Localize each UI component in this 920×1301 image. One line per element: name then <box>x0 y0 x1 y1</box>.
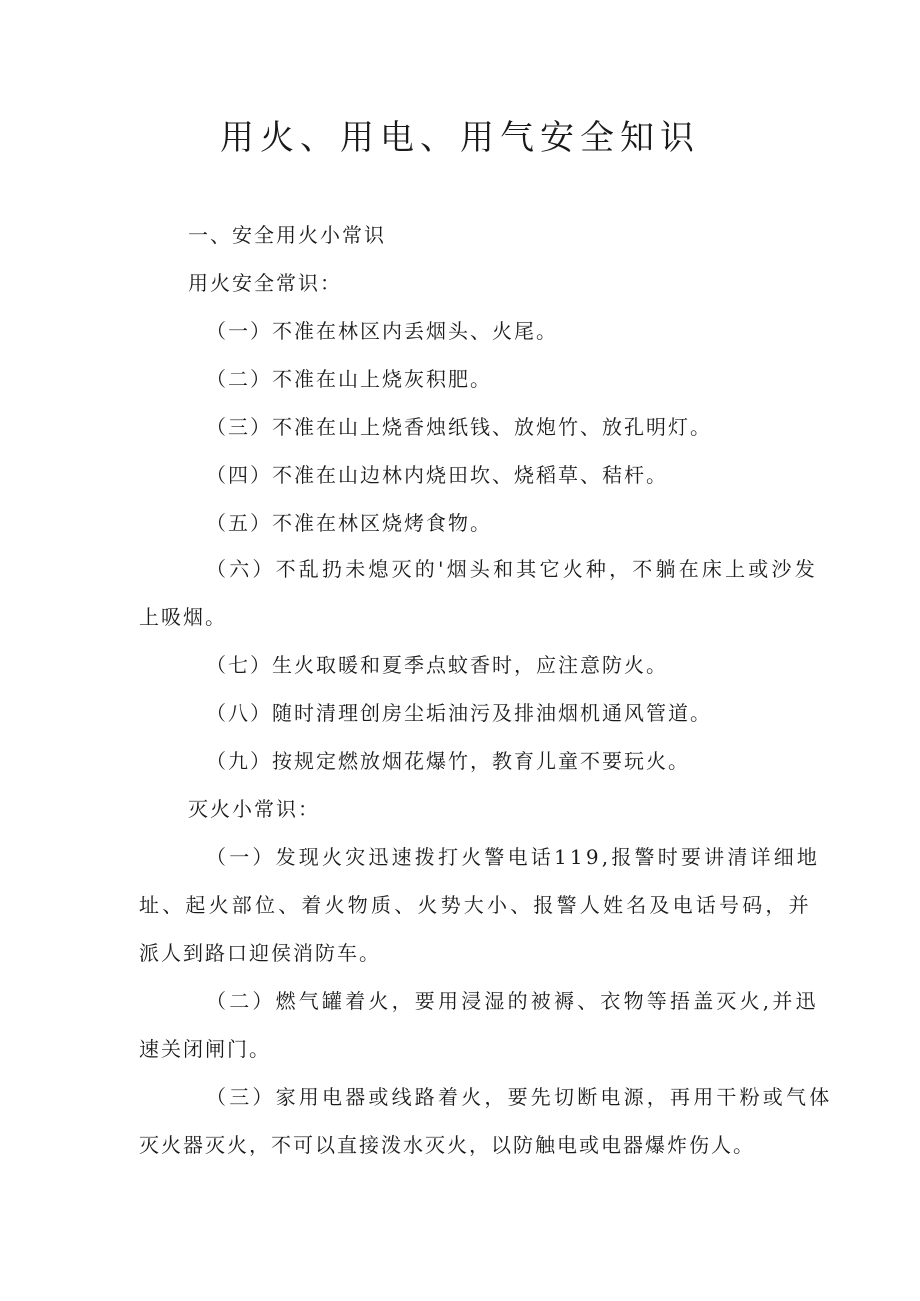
fire-safety-item-1: （一）不准在林区内丢烟头、火尾。 <box>206 319 558 343</box>
extinguish-item-2-line1: （二）燃气罐着火，要用浸湿的被褥、衣物等捂盖灭火,并迅 <box>206 989 819 1013</box>
section-heading-fire: 一、安全用火小常识 <box>188 223 386 247</box>
extinguish-item-2-line2: 速关闭闸门。 <box>139 1037 271 1061</box>
fire-safety-item-7: （七）生火取暖和夏季点蚊香时，应注意防火。 <box>206 653 668 677</box>
extinguish-item-3-line1: （三）家用电器或线路着火，要先切断电源，再用干粉或气体 <box>206 1085 833 1109</box>
document-title: 用火、用电、用气安全知识 <box>220 118 700 158</box>
fire-safety-item-6-line2: 上吸烟。 <box>139 605 227 629</box>
fire-safety-item-3: （三）不准在山上烧香烛纸钱、放炮竹、放孔明灯。 <box>206 415 712 439</box>
fire-safety-item-9: （九）按规定燃放烟花爆竹，教育儿童不要玩火。 <box>206 749 690 773</box>
fire-safety-item-8: （八）随时清理创房尘垢油污及排油烟机通风管道。 <box>206 701 712 725</box>
extinguish-heading: 灭火小常识： <box>188 797 320 821</box>
extinguish-item-1-line1: （一）发现火灾迅速拨打火警电话119,报警时要讲清详细地 <box>206 845 821 869</box>
fire-safety-item-4: （四）不准在山边林内烧田坎、烧稻草、秸杆。 <box>206 463 668 487</box>
fire-safety-item-2: （二）不准在山上烧灰积肥。 <box>206 367 492 391</box>
fire-safety-heading: 用火安全常识： <box>188 271 342 295</box>
fire-safety-item-5: （五）不准在林区烧烤食物。 <box>206 511 492 535</box>
extinguish-item-3-line2: 灭火器灭火，不可以直接泼水灭火，以防触电或电器爆炸伤人。 <box>139 1133 755 1157</box>
fire-safety-item-6-line1: （六）不乱扔未熄灭的'烟头和其它火种，不躺在床上或沙发 <box>206 557 818 581</box>
extinguish-item-1-line2: 址、起火部位、着火物质、火势大小、报警人姓名及电话号码，并 <box>139 893 812 917</box>
extinguish-item-1-line3: 派人到路口迎侯消防车。 <box>139 941 381 965</box>
